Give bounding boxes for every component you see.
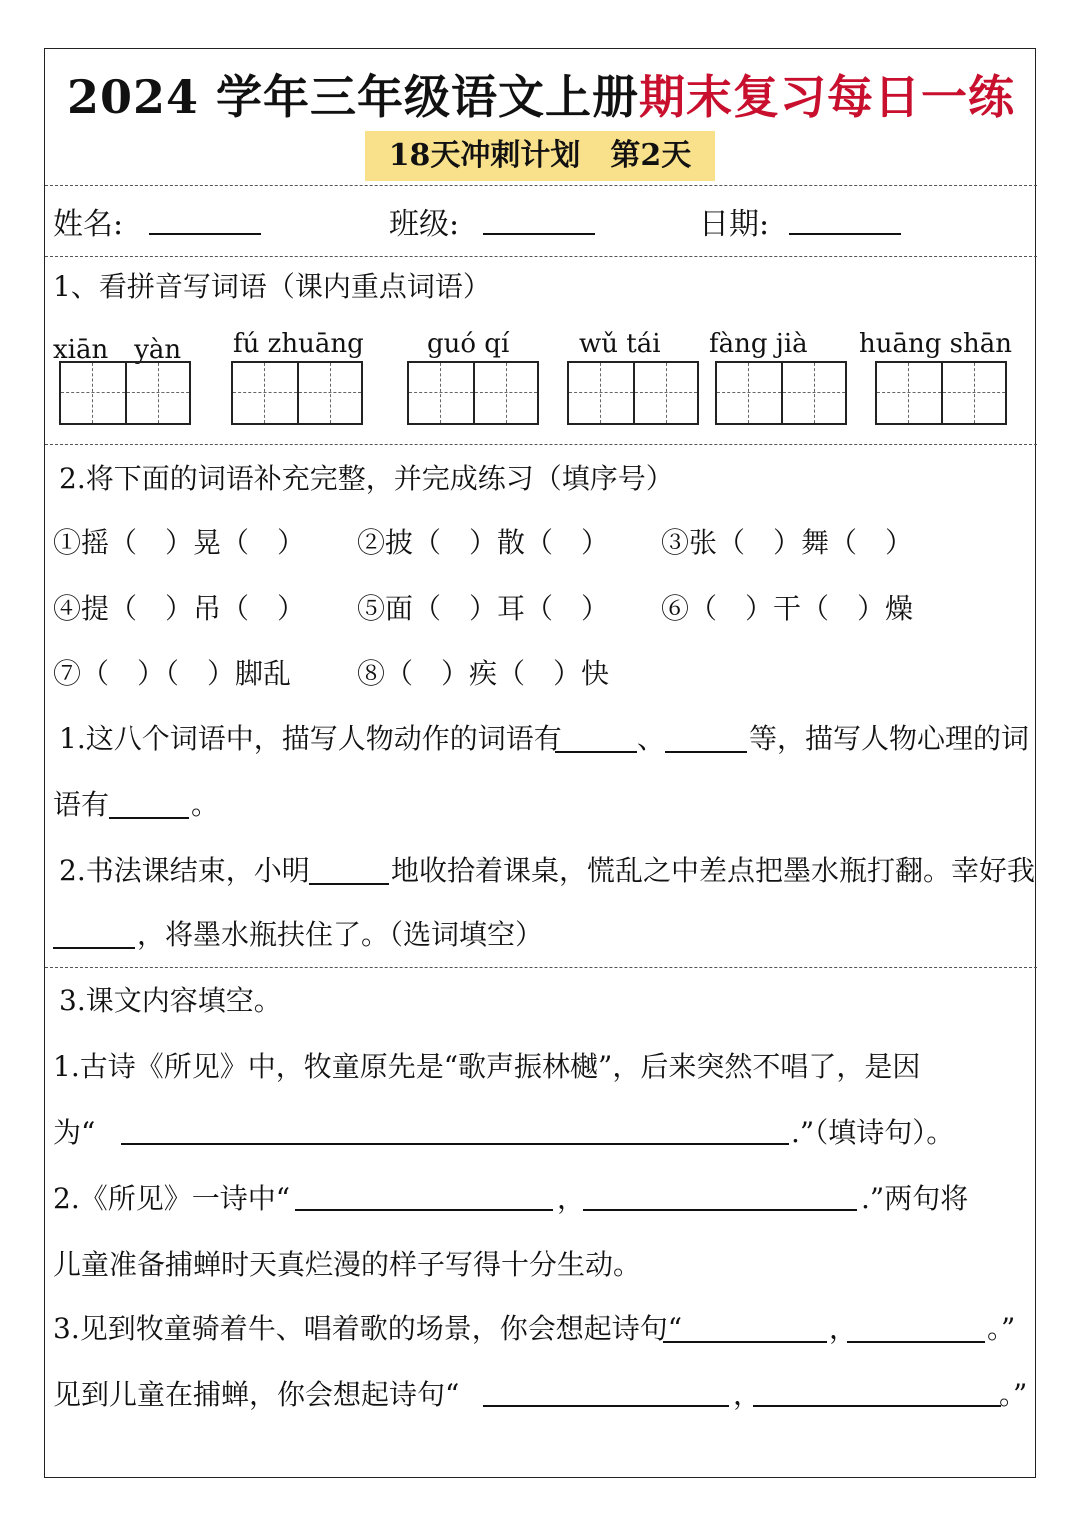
q2-sub2-text-b: 地收拾着课桌，慌乱之中差点把墨水瓶打翻。幸好我 (391, 854, 1036, 887)
q3-s3-blank-4[interactable] (753, 1405, 1001, 1407)
writing-grid-4[interactable] (567, 361, 699, 425)
class-field[interactable] (483, 233, 595, 235)
divider (45, 256, 1037, 257)
title-red: 期末复习每日一练 (639, 70, 1016, 124)
q2-item-3: ③张（ ）舞（ ） (661, 526, 914, 559)
pinyin-5: fàng jià (709, 329, 808, 359)
q3-s1-text-b: 为“ (53, 1116, 96, 1149)
q3-s3-end2: 。” (999, 1378, 1028, 1411)
q3-s3-blank-1[interactable] (663, 1341, 827, 1343)
q2-item-7: ⑦（ ）（ ）脚乱 (53, 657, 292, 690)
q2-item-5: ⑤面（ ）耳（ ） (357, 592, 610, 625)
subtitle-badge: 18天冲刺计划 第2天 (365, 131, 715, 181)
q2-sub1-blank-1[interactable] (555, 751, 637, 753)
q3-s3-text-a: 3.见到牧童骑着牛、唱着歌的场景，你会想起诗句“ (53, 1312, 683, 1345)
q2-sub1-text-c: 语有 (53, 788, 110, 821)
q2-title: 2.将下面的词语补充完整，并完成练习（填序号） (59, 462, 674, 495)
q2-sub2-blank-1[interactable] (309, 883, 389, 885)
pinyin-1: xiān yàn (53, 335, 182, 365)
pinyin-4: wǔ tái (579, 329, 661, 359)
q2-sub1-blank-3[interactable] (109, 817, 189, 819)
q2-item-6: ⑥（ ）干（ ）燥 (661, 592, 914, 625)
pinyin-6: huāng shān (859, 329, 1012, 359)
worksheet (44, 48, 1036, 1478)
q2-sub1-blank-2[interactable] (665, 751, 747, 753)
q3-s2-blank-2[interactable] (583, 1209, 857, 1211)
q3-s3-end: 。” (987, 1312, 1016, 1345)
q3-s2-text-b: .”两句将 (861, 1182, 969, 1215)
q3-s2-text-a: 2.《所见》一诗中“ (53, 1182, 291, 1215)
q2-sub1-sep: 、 (637, 722, 666, 755)
name-field[interactable] (149, 233, 261, 235)
q2-sub2-blank-2[interactable] (53, 947, 135, 949)
q3-s2-text-c: 儿童准备捕蝉时天真烂漫的样子写得十分生动。 (53, 1248, 642, 1281)
q3-s2-sep: ， (557, 1182, 586, 1215)
q3-s1-text-a: 1.古诗《所见》中，牧童原先是“歌声振林樾”，后来突然不唱了，是因 (53, 1050, 921, 1083)
q3-s3-blank-3[interactable] (483, 1405, 729, 1407)
divider (45, 444, 1037, 445)
q3-s2-blank-1[interactable] (295, 1209, 553, 1211)
writing-grid-1[interactable] (59, 361, 191, 425)
q3-s1-blank[interactable] (121, 1143, 789, 1145)
writing-grid-2[interactable] (231, 361, 363, 425)
page-title (45, 61, 1037, 127)
divider (45, 185, 1037, 186)
q3-s3-sep: ， (829, 1312, 858, 1345)
name-label: 姓名: (53, 207, 124, 242)
title-black: 2024 学年三年级语文上册 (66, 70, 640, 124)
writing-grid-5[interactable] (715, 361, 847, 425)
q1-title: 1、看拼音写词语（课内重点词语） (53, 270, 491, 303)
q3-s3-blank-2[interactable] (847, 1341, 985, 1343)
writing-grid-6[interactable] (875, 361, 1007, 425)
q2-sub1-text-b: 等，描写人物心理的词 (749, 722, 1030, 755)
writing-grid-3[interactable] (407, 361, 539, 425)
pinyin-2: fú zhuāng (233, 329, 364, 359)
class-label: 班级: (389, 207, 460, 242)
pinyin-3: guó qí (427, 329, 510, 359)
date-label: 日期: (699, 207, 770, 242)
q2-sub2-text-a: 2.书法课结束，小明 (59, 854, 310, 887)
q2-item-8: ⑧（ ）疾（ ）快 (357, 657, 610, 690)
q3-s1-text-c: .”（填诗句）。 (791, 1116, 955, 1149)
date-field[interactable] (789, 233, 901, 235)
q2-sub1-text-a: 1.这八个词语中，描写人物动作的词语有 (59, 722, 562, 755)
q3-title: 3.课文内容填空。 (59, 984, 282, 1017)
divider (45, 967, 1037, 968)
q3-s3-sep2: ， (733, 1378, 762, 1411)
q3-s3-text-b: 见到儿童在捕蝉，你会想起诗句“ (53, 1378, 460, 1411)
q2-item-2: ②披（ ）散（ ） (357, 526, 610, 559)
q2-sub1-end: 。 (191, 788, 220, 821)
q2-item-1: ①摇（ ）晃（ ） (53, 526, 306, 559)
q2-item-4: ④提（ ）吊（ ） (53, 592, 306, 625)
q2-sub2-text-c: ，将墨水瓶扶住了。（选词填空） (137, 918, 544, 951)
